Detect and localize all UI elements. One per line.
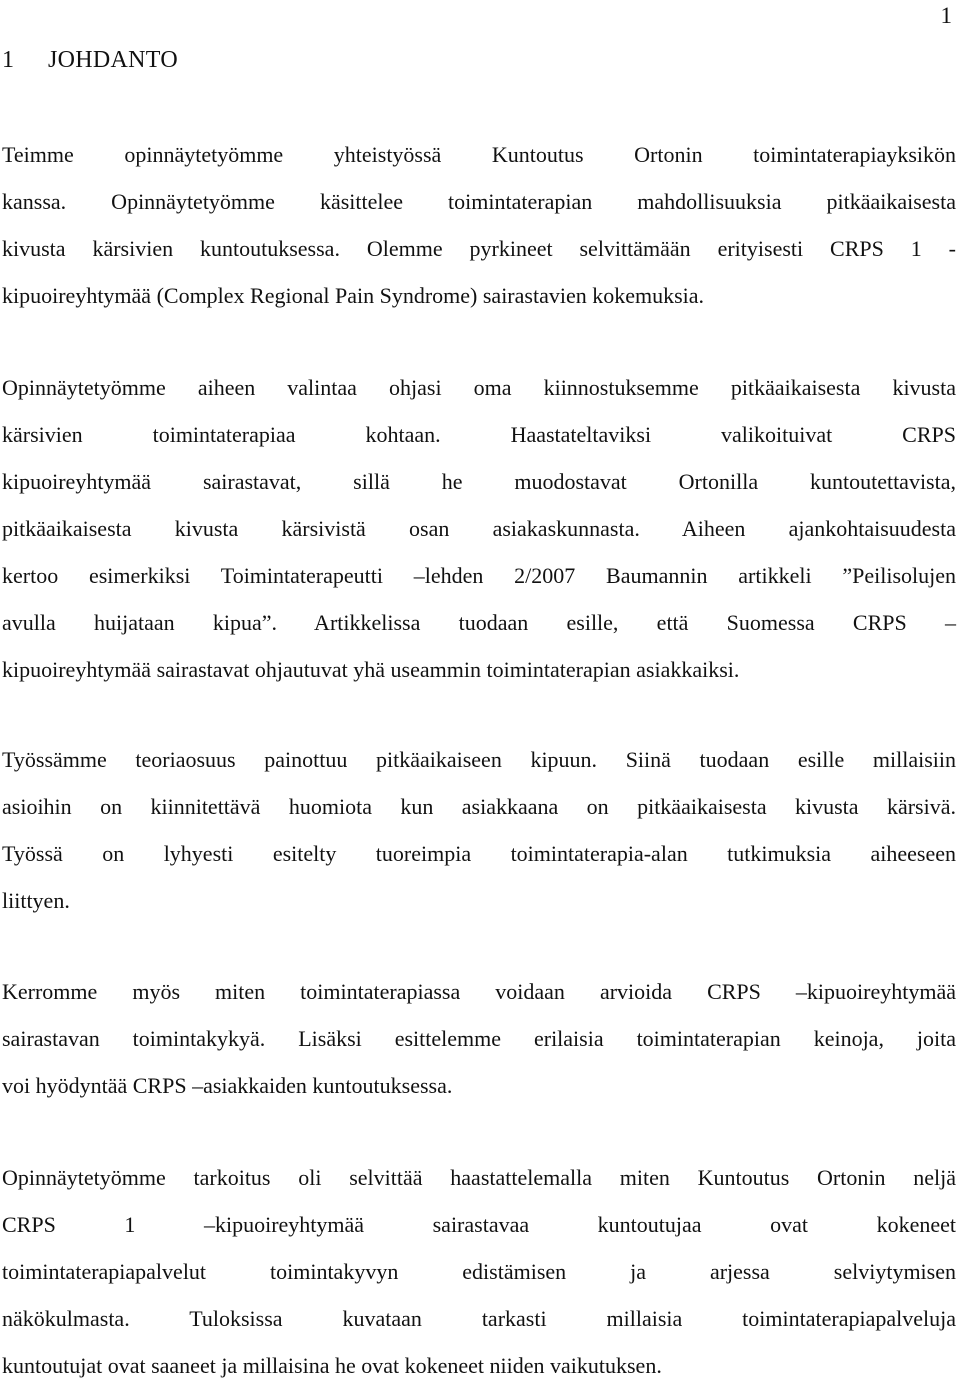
paragraph-topic-choice bbox=[2, 364, 956, 693]
section-heading bbox=[2, 44, 178, 76]
page-number: 1 bbox=[940, 3, 952, 28]
paragraph-line: avulla huijataan kipua”. Artikkelissa tuodaan esille, että Suomessa CRPS – bbox=[2, 610, 956, 635]
paragraph-line: CRPS 1 –kipuoireyhtymää sairastavaa kuntoutujaa ovat kokeneet bbox=[2, 1212, 956, 1237]
section-title: JOHDANTO bbox=[48, 47, 178, 73]
paragraph-intro bbox=[2, 131, 956, 319]
paragraph-line: liittyen. bbox=[2, 888, 70, 913]
paragraph-line: kuntoutujat ovat saaneet ja millaisina he ovat kokeneet niiden vaikutuksen. bbox=[2, 1353, 662, 1378]
paragraph-line: kipuoireyhtymää (Complex Regional Pain Syndrome) sairastavien kokemuksia. bbox=[2, 283, 705, 308]
paragraph-line: asioihin on kiinnitettävä huomiota kun asiakkaana on pitkäaikaisesta kivusta kärsivä. bbox=[2, 794, 956, 819]
paragraph-line: kertoo esimerkiksi Toimintaterapeutti –lehden 2/2007 Baumannin artikkeli ”Peilisolujen bbox=[2, 563, 956, 588]
paragraph-line: Kerromme myös miten toimintaterapiassa voidaan arvioida CRPS –kipuoireyhtymää bbox=[2, 979, 956, 1004]
paragraph-line: Opinnäytetyömme aiheen valintaa ohjasi oma kiinnostuksemme pitkäaikaisesta kivusta bbox=[2, 375, 956, 400]
paragraph-line: pitkäaikaisesta kivusta kärsivistä osan asiakaskunnasta. Aiheen ajankohtaisuudesta bbox=[2, 516, 956, 541]
section-number: 1 bbox=[2, 47, 15, 73]
paragraph-theory bbox=[2, 736, 956, 924]
paragraph-line: kivusta kärsivien kuntoutuksessa. Olemme pyrkineet selvittämään erityisesti CRPS 1 - bbox=[2, 236, 956, 261]
paragraph-line: Työssämme teoriaosuus painottuu pitkäaikaiseen kipuun. Siinä tuodaan esille millaisiin bbox=[2, 747, 956, 772]
paragraph-assessment bbox=[2, 968, 956, 1109]
paragraph-purpose bbox=[2, 1154, 956, 1389]
paragraph-line: kipuoireyhtymää sairastavat ohjautuvat yhä useammin toimintaterapian asiakkaiksi. bbox=[2, 657, 740, 682]
paragraph-line: Teimme opinnäytetyömme yhteistyössä Kuntoutus Ortonin toimintaterapiayksikön bbox=[2, 142, 956, 167]
paragraph-line: kanssa. Opinnäytetyömme käsittelee toimintaterapian mahdollisuuksia pitkäaikaisesta bbox=[2, 189, 956, 214]
paragraph-line: sairastavan toimintakykyä. Lisäksi esittelemme erilaisia toimintaterapian keinoja, joita bbox=[2, 1026, 956, 1051]
paragraph-line: Työssä on lyhyesti esitelty tuoreimpia toimintaterapia-alan tutkimuksia aiheeseen bbox=[2, 841, 956, 866]
paragraph-line: Opinnäytetyömme tarkoitus oli selvittää haastattelemalla miten Kuntoutus Ortonin neljä bbox=[2, 1165, 956, 1190]
paragraph-line: voi hyödyntää CRPS –asiakkaiden kuntoutuksessa. bbox=[2, 1073, 453, 1098]
paragraph-line: näkökulmasta. Tuloksissa kuvataan tarkasti millaisia toimintaterapiapalveluja bbox=[2, 1306, 956, 1331]
paragraph-line: kipuoireyhtymää sairastavat, sillä he muodostavat Ortonilla kuntoutettavista, bbox=[2, 469, 956, 494]
paragraph-line: kärsivien toimintaterapiaa kohtaan. Haastateltaviksi valikoituivat CRPS bbox=[2, 422, 956, 447]
paragraph-line: toimintaterapiapalvelut toimintakyvyn edistämisen ja arjessa selviytymisen bbox=[2, 1259, 956, 1284]
